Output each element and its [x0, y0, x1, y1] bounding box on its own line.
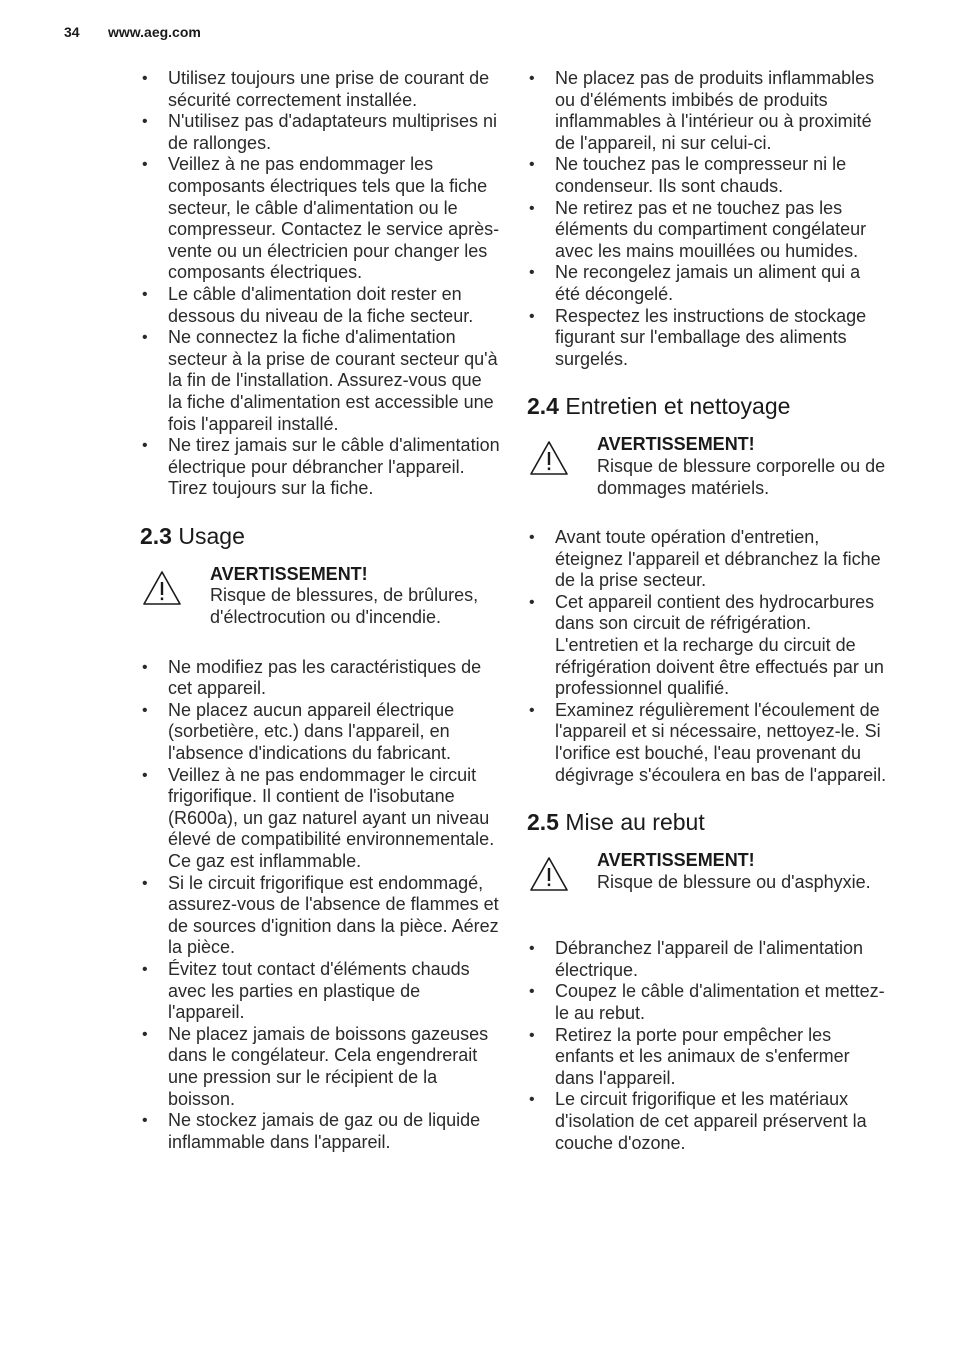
usage-bullet-list: [140, 657, 500, 1154]
warning-box-usage: [140, 564, 500, 629]
section-heading-maintenance: [527, 392, 887, 420]
warning-title: AVERTISSEMENT!: [210, 563, 368, 584]
section-number: 2.3: [140, 522, 172, 549]
warning-box-disposal: [527, 850, 887, 910]
warning-title: AVERTISSEMENT!: [597, 434, 755, 455]
website-url: www.aeg.com: [108, 24, 201, 40]
list-item: • Ne modifiez pas les caractéristiques de cet appareil.: [140, 657, 500, 700]
safety-bullet-list: [140, 68, 500, 500]
warning-text: Risque de blessures, de brûlures, d'électrocution ou d'incendie.: [210, 585, 479, 628]
left-column: [140, 68, 500, 1153]
list-item: • Ne recongelez jamais un aliment qui a été décongelé.: [527, 262, 887, 305]
list-item: • Retirez la porte pour empêcher les enfants et les animaux de s'enfermer dans l'appareil.: [527, 1025, 887, 1090]
list-item: • Veillez à ne pas endommager le circuit frigorifique. Il contient de l'isobutane (R600a), un gaz naturel ayant un niveau élevé de compatibilité environnementale. Ce gaz est inflammable.: [140, 765, 500, 873]
page-header: [64, 24, 201, 40]
disposal-bullet-list: [527, 938, 887, 1154]
warning-text: Risque de blessure ou d'asphyxie.: [597, 871, 871, 892]
list-item: • Ne retirez pas et ne touchez pas les éléments du compartiment congélateur avec les mains mouillées ou humides.: [527, 198, 887, 263]
list-item: • Ne tirez jamais sur le câble d'alimentation électrique pour débrancher l'appareil. Tirez toujours sur la fiche.: [140, 435, 500, 500]
list-item: • Évitez tout contact d'éléments chauds avec les parties en plastique de l'appareil.: [140, 959, 500, 1024]
list-item: • Le circuit frigorifique et les matériaux d'isolation de cet appareil préservent la couche d'ozone.: [527, 1089, 887, 1154]
list-item: • Ne placez pas de produits inflammables ou d'éléments imbibés de produits inflammables à l'intérieur ou à proximité de l'appareil, ni sur celui-ci.: [527, 68, 887, 154]
list-item: • Débranchez l'appareil de l'alimentation électrique.: [527, 938, 887, 981]
list-item: • Si le circuit frigorifique est endommagé, assurez-vous de l'absence de flammes et de sources d'ignition dans la pièce. Aérez la pièce.: [140, 873, 500, 959]
warning-text: Risque de blessure corporelle ou de dommages matériels.: [597, 455, 886, 498]
warning-box-maintenance: [527, 434, 887, 499]
list-item: • Examinez régulièrement l'écoulement de l'appareil et si nécessaire, nettoyez-le. Si l'orifice est bouché, l'eau provenant du dégivrage s'écoulera en bas de l'appareil.: [527, 700, 887, 786]
list-item: • N'utilisez pas d'adaptateurs multiprises ni de rallonges.: [140, 111, 500, 154]
right-column: [527, 68, 887, 1154]
list-item: • Ne placez aucun appareil électrique (sorbetière, etc.) dans l'appareil, en l'absence d'indications du fabricant.: [140, 700, 500, 765]
warning-triangle-icon: [142, 570, 182, 606]
list-item: • Avant toute opération d'entretien, éteignez l'appareil et débranchez la fiche de la prise secteur.: [527, 527, 887, 592]
warning-triangle-icon: [529, 440, 569, 476]
list-item: • Respectez les instructions de stockage figurant sur l'emballage des aliments surgelés.: [527, 306, 887, 371]
list-item: • Ne touchez pas le compresseur ni le condenseur. Ils sont chauds.: [527, 154, 887, 197]
maintenance-bullet-list: [527, 527, 887, 786]
warning-title: AVERTISSEMENT!: [597, 850, 755, 871]
section-title: Mise au rebut: [565, 809, 705, 836]
list-item: • Ne stockez jamais de gaz ou de liquide inflammable dans l'appareil.: [140, 1110, 500, 1153]
section-number: 2.4: [527, 393, 559, 420]
section-heading-usage: [140, 522, 500, 550]
list-item: • Ne connectez la fiche d'alimentation secteur à la prise de courant secteur qu'à la fin de l'installation. Assurez-vous que la fiche d'alimentation est accessible une fois l'appareil installé.: [140, 327, 500, 435]
list-item: • Le câble d'alimentation doit rester en dessous du niveau de la fiche secteur.: [140, 284, 500, 327]
section-number: 2.5: [527, 809, 559, 836]
list-item: • Ne placez jamais de boissons gazeuses dans le congélateur. Cela engendrerait une pression sur le récipient de la boisson.: [140, 1024, 500, 1110]
safety-bullet-list: [527, 68, 887, 370]
warning-triangle-icon: [529, 856, 569, 892]
list-item: • Veillez à ne pas endommager les composants électriques tels que la fiche secteur, le câble d'alimentation ou le compresseur. Contactez le service après-vente ou un électricien pour changer les composants électriques.: [140, 154, 500, 284]
list-item: • Utilisez toujours une prise de courant de sécurité correctement installée.: [140, 68, 500, 111]
section-heading-disposal: [527, 808, 887, 836]
list-item: • Cet appareil contient des hydrocarbures dans son circuit de réfrigération. L'entretien et la recharge du circuit de réfrigération doivent être effectués par un professionnel qualifié.: [527, 592, 887, 700]
page-number: 34: [64, 24, 80, 40]
section-title: Usage: [178, 522, 245, 549]
list-item: • Coupez le câble d'alimentation et mettez-le au rebut.: [527, 981, 887, 1024]
section-title: Entretien et nettoyage: [565, 393, 791, 420]
